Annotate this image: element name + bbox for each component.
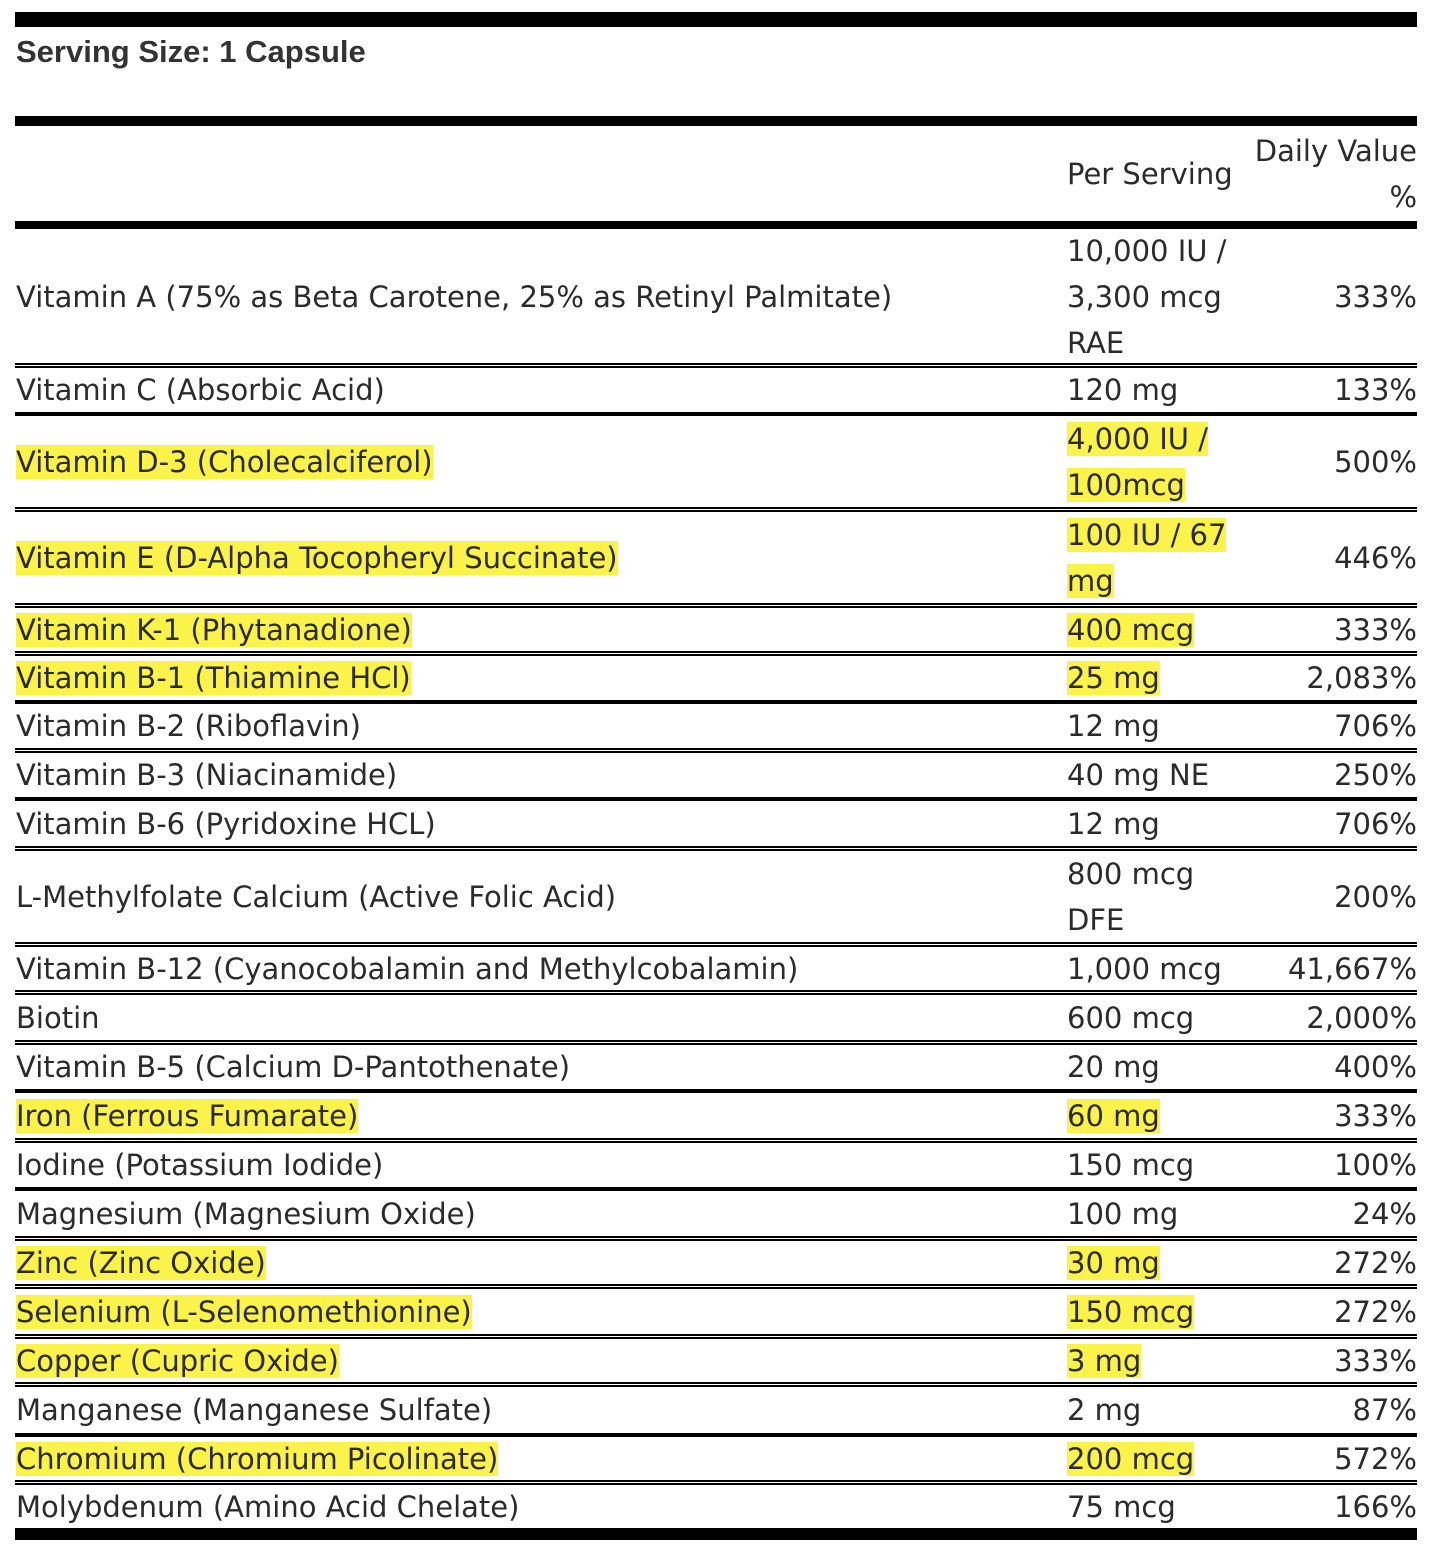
table-row [15,801,1417,851]
table-row [15,995,1417,1045]
amount-per-serving-text: 150 mcg [1067,1294,1195,1329]
table-header [15,128,1417,220]
nutrient-name [15,535,1067,581]
amount-per-serving-text: 3 mg [1067,1343,1142,1378]
nutrient-name-text: Zinc (Zinc Oxide) [16,1245,266,1280]
nutrient-name-text: Manganese (Manganese Sulfate) [16,1393,493,1427]
nutrient-name [15,1044,1067,1090]
table-top-rule [15,116,1417,126]
amount-per-serving-text: 20 mg [1067,1050,1160,1084]
amount-per-serving [1067,367,1237,413]
amount-per-serving-text: 10,000 IU / 3,300 mcg RAE [1067,233,1227,360]
nutrient-name [15,655,1067,701]
nutrient-name [15,1387,1067,1433]
nutrient-name-text: Vitamin E (D-Alpha Tocopheryl Succinate) [16,540,618,575]
amount-per-serving [1067,1044,1237,1090]
amount-per-serving-text: 400 mcg [1067,612,1195,647]
nutrient-name-text: Vitamin K-1 (Phytanadione) [16,612,412,647]
daily-value-percent: 2,083% [1306,661,1417,695]
amount-per-serving-text: 200 mcg [1067,1441,1195,1476]
amount-per-serving-text: 30 mg [1067,1245,1160,1280]
nutrient-name [15,1484,1067,1530]
amount-per-serving [1067,416,1237,508]
nutrient-name [15,367,1067,413]
table-row [15,416,1417,512]
table-row [15,656,1417,704]
nutrient-name [15,1289,1067,1335]
amount-per-serving-text: 150 mcg [1067,1148,1195,1182]
nutrient-name [15,801,1067,847]
nutrient-name-text: Vitamin B-12 (Cyanocobalamin and Methylcobalamin) [16,951,799,986]
table-row [15,368,1417,416]
table-row [15,947,1417,995]
daily-value-percent: 41,667% [1287,951,1417,986]
table-row [15,1485,1417,1533]
amount-per-serving [1067,1484,1237,1530]
nutrient-name [15,274,1067,320]
amount-per-serving [1067,1387,1237,1433]
amount-per-serving-text: 100 IU / 67 mg [1067,517,1227,598]
daily-value-percent: 272% [1334,1294,1417,1329]
amount-per-serving [1067,1191,1237,1237]
table-row [15,753,1417,801]
amount-per-serving [1067,703,1237,749]
amount-per-serving-text: 40 mg NE [1067,758,1210,792]
daily-value-percent: 100% [1334,1148,1417,1182]
daily-value-percent: 87% [1352,1393,1417,1427]
nutrient-name [15,995,1067,1041]
amount-per-serving [1067,1436,1237,1482]
table-row [15,1045,1417,1093]
nutrient-name [15,439,1067,485]
nutrient-name-text: Molybdenum (Amino Acid Chelate) [16,1489,520,1524]
daily-value-percent: 446% [1334,540,1417,575]
nutrient-name [15,946,1067,992]
amount-per-serving [1067,1240,1237,1286]
table-row [15,512,1417,608]
daily-value-percent: 333% [1334,1098,1417,1133]
amount-per-serving-text: 12 mg [1067,806,1160,841]
amount-per-serving [1067,752,1237,798]
daily-value-percent: 706% [1334,709,1417,743]
amount-per-serving-text: 75 mcg [1067,1489,1176,1524]
nutrient-name-text: Chromium (Chromium Picolinate) [16,1441,499,1476]
nutrient-name [15,1338,1067,1384]
table-row [15,1143,1417,1191]
daily-value-percent: 333% [1334,1343,1417,1378]
table-row [15,1093,1417,1143]
amount-per-serving [1067,1289,1237,1335]
amount-per-serving [1067,851,1237,943]
nutrient-rows [15,230,1417,1533]
nutrient-name [15,752,1067,798]
amount-per-serving [1067,1338,1237,1384]
amount-per-serving [1067,512,1237,604]
nutrient-name [15,1240,1067,1286]
daily-value-header: Daily Value % [1254,134,1417,214]
nutrient-name-text: L-Methylfolate Calcium (Active Folic Acid) [16,879,617,914]
table-row [15,1437,1417,1485]
daily-value-percent: 2,000% [1306,1000,1417,1035]
serving-size: Serving Size: 1 Capsule [16,34,366,69]
table-row [15,704,1417,753]
nutrient-name-text: Vitamin B-1 (Thiamine HCl) [16,661,411,695]
daily-value-percent: 166% [1334,1489,1417,1524]
table-row [15,1289,1417,1339]
nutrient-name-text: Vitamin C (Absorbic Acid) [16,373,385,407]
nutrient-name [15,607,1067,653]
nutrient-name [15,703,1067,749]
amount-per-serving [1067,946,1237,992]
table-row [15,1241,1417,1289]
amount-per-serving [1067,607,1237,653]
daily-value-percent: 200% [1334,879,1417,914]
nutrient-name-text: Vitamin B-3 (Niacinamide) [16,758,398,792]
amount-per-serving-text: 600 mcg [1067,1000,1195,1035]
table-row [15,608,1417,656]
amount-per-serving [1067,1093,1237,1139]
nutrient-name [15,1436,1067,1482]
amount-per-serving [1067,655,1237,701]
daily-value-percent: 572% [1334,1441,1417,1476]
table-bottom-rule [15,1530,1417,1540]
amount-per-serving-text: 4,000 IU / 100mcg [1067,421,1209,502]
table-row [15,230,1417,368]
amount-per-serving [1067,995,1237,1041]
top-rule [15,12,1417,27]
daily-value-percent: 500% [1334,444,1417,479]
table-row [15,851,1417,947]
nutrient-name [15,1093,1067,1139]
table-row [15,1387,1417,1437]
nutrient-name [15,1191,1067,1237]
nutrient-name-text: Vitamin D-3 (Cholecalciferol) [16,444,433,479]
nutrient-name-text: Biotin [16,1000,100,1035]
nutrient-name-text: Vitamin A (75% as Beta Carotene, 25% as Retinyl Palmitate) [16,279,893,314]
nutrient-name-text: Vitamin B-6 (Pyridoxine HCL) [16,806,436,841]
amount-per-serving-text: 800 mcg DFE [1067,856,1195,937]
amount-per-serving-text: 100 mg [1067,1196,1179,1231]
nutrient-name [15,874,1067,920]
nutrient-name-text: Selenium (L-Selenomethionine) [16,1294,472,1329]
daily-value-percent: 333% [1334,279,1417,314]
nutrient-name-text: Copper (Cupric Oxide) [16,1343,339,1378]
nutrient-name-text: Iron (Ferrous Fumarate) [16,1098,359,1133]
per-serving-header: Per Serving [1067,157,1233,191]
daily-value-percent: 133% [1334,373,1417,407]
amount-per-serving [1067,1142,1237,1188]
amount-per-serving [1067,228,1237,366]
amount-per-serving-text: 25 mg [1067,661,1160,695]
daily-value-percent: 706% [1334,806,1417,841]
nutrient-name-text: Vitamin B-5 (Calcium D-Pantothenate) [16,1050,571,1084]
table-row [15,1339,1417,1387]
nutrient-name [15,1142,1067,1188]
daily-value-percent: 24% [1352,1196,1417,1231]
table-row [15,1191,1417,1241]
amount-per-serving-text: 12 mg [1067,709,1160,743]
daily-value-percent: 250% [1334,758,1417,792]
nutrient-name-text: Magnesium (Magnesium Oxide) [16,1196,476,1231]
daily-value-percent: 400% [1334,1050,1417,1084]
amount-per-serving-text: 1,000 mcg [1067,951,1222,986]
nutrient-name-text: Vitamin B-2 (Riboflavin) [16,709,361,743]
nutrient-name-text: Iodine (Potassium Iodide) [16,1148,384,1182]
daily-value-percent: 272% [1334,1245,1417,1280]
amount-per-serving-text: 2 mg [1067,1393,1142,1427]
amount-per-serving-text: 60 mg [1067,1098,1160,1133]
amount-per-serving-text: 120 mg [1067,373,1179,407]
amount-per-serving [1067,801,1237,847]
daily-value-percent: 333% [1334,612,1417,647]
